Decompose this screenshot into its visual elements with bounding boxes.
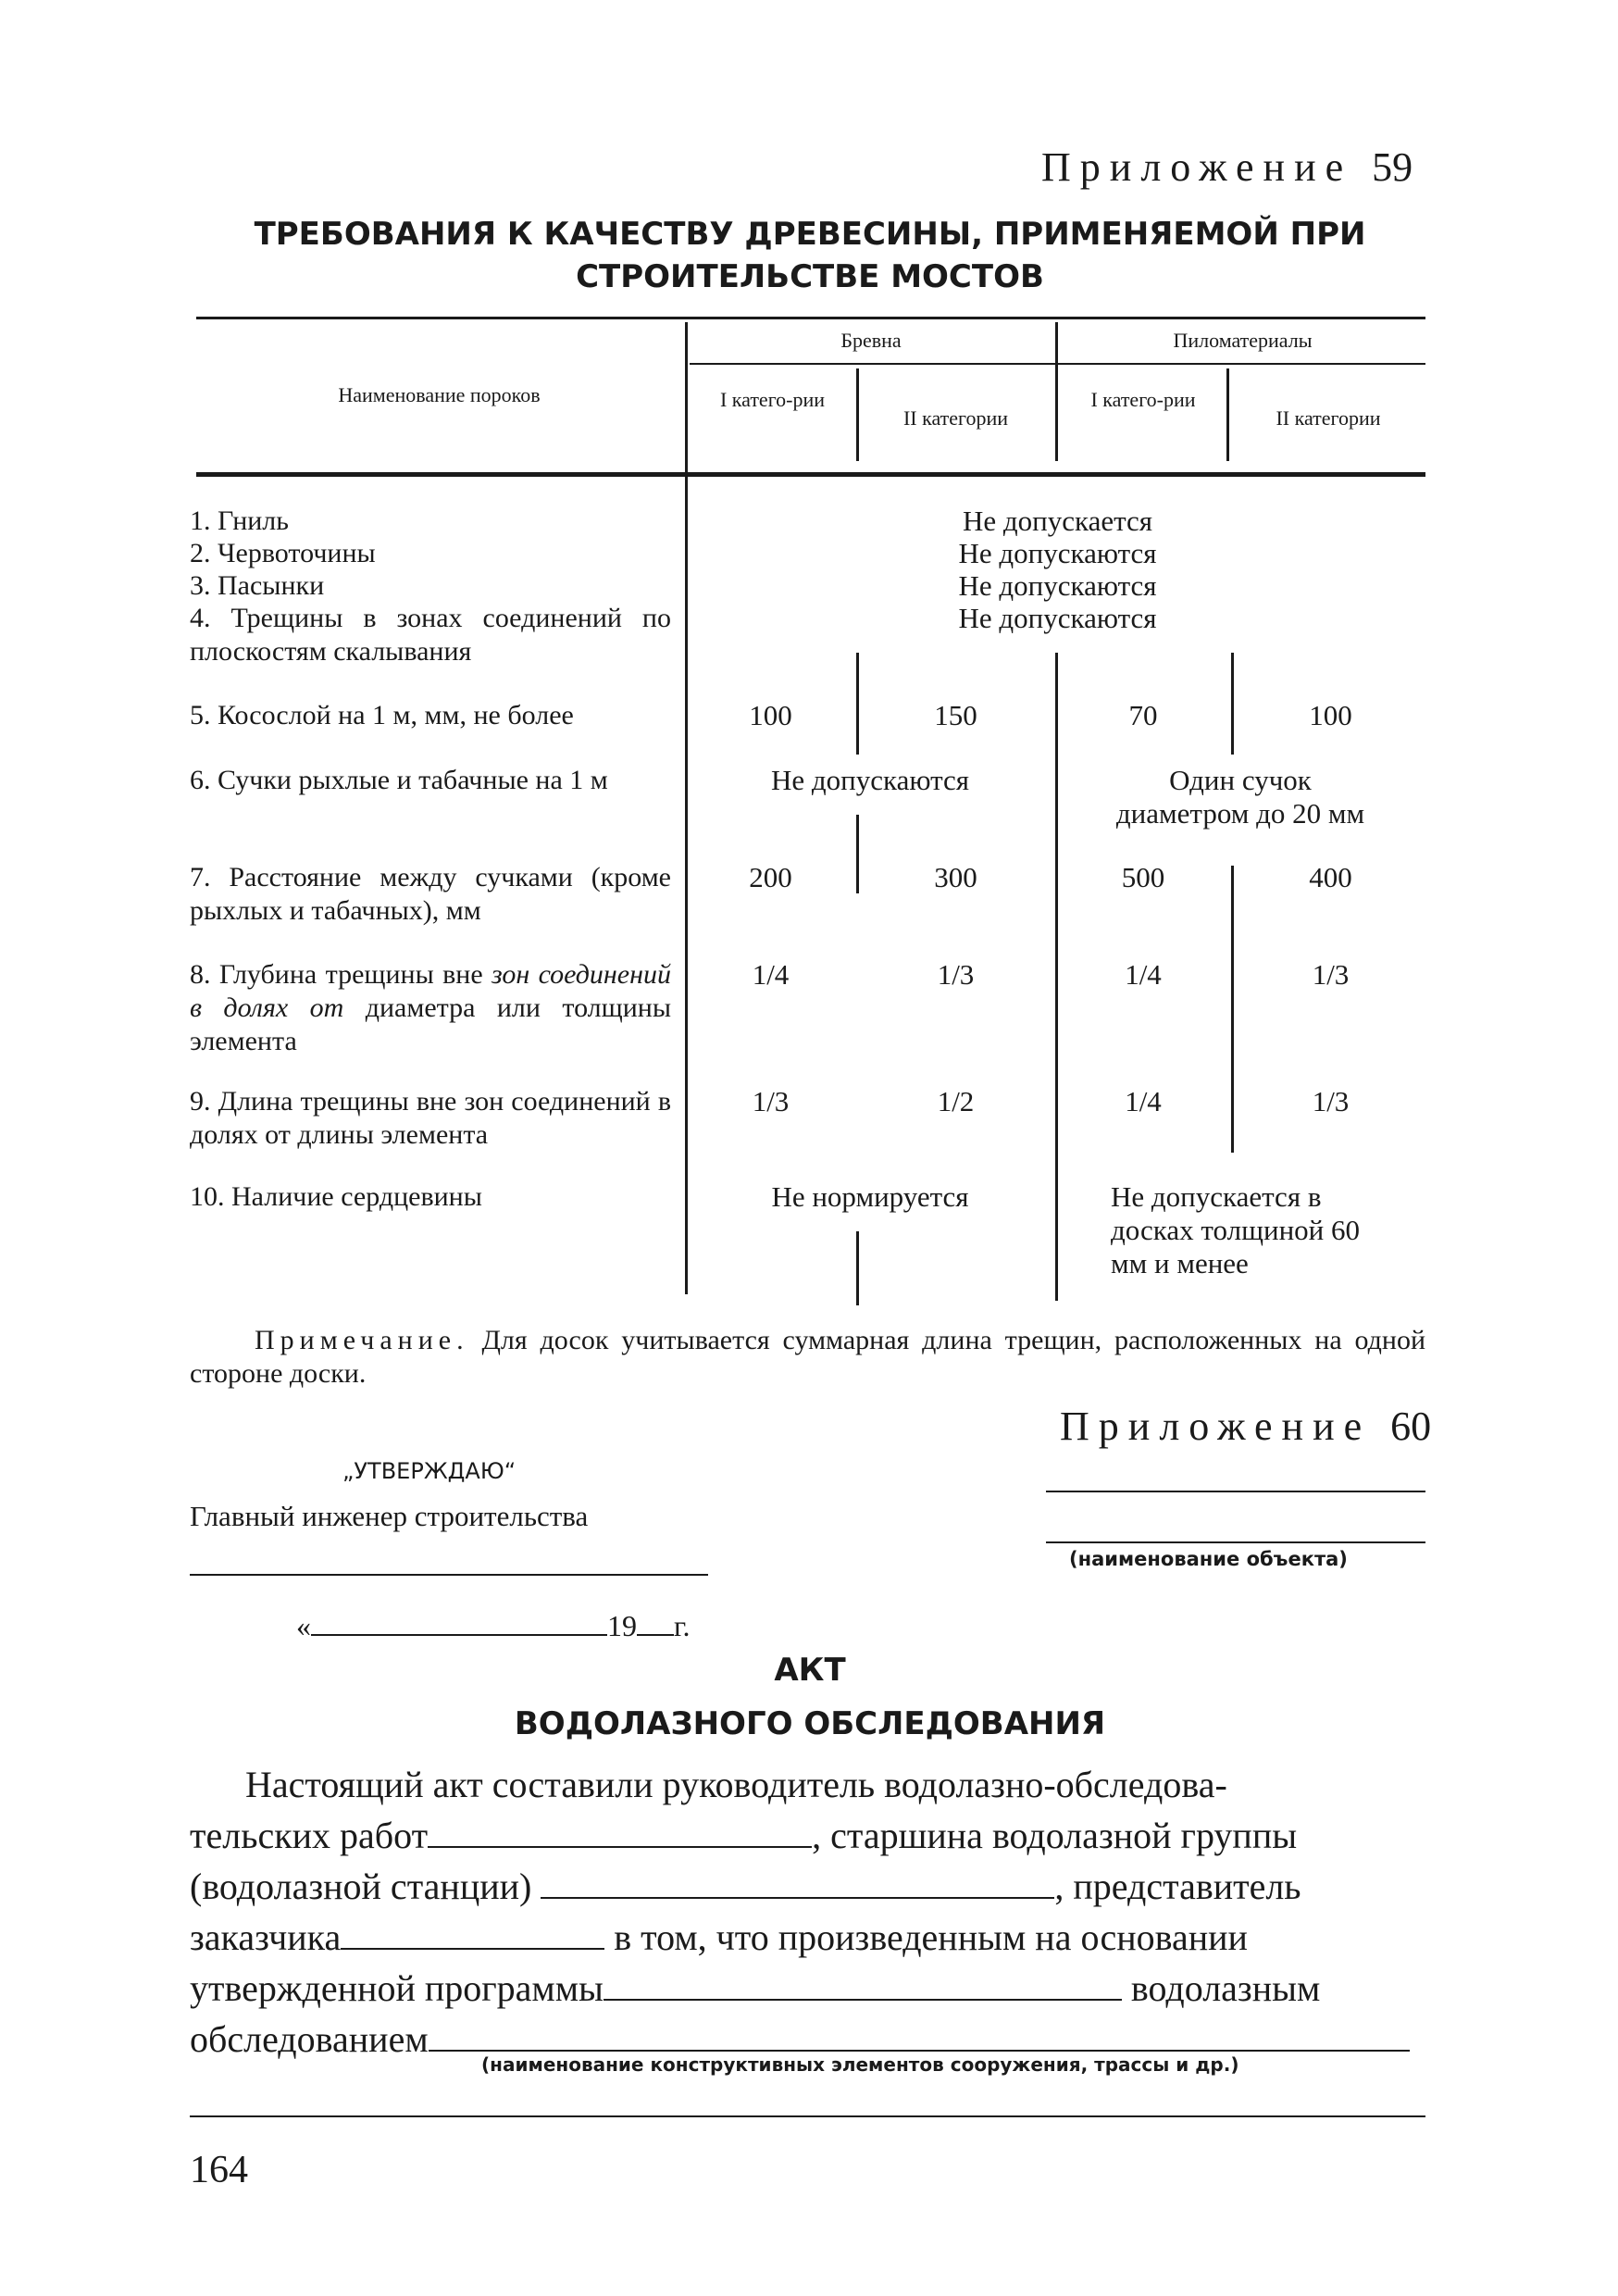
page-number: 164 <box>190 2149 248 2191</box>
table-note <box>190 1324 1425 1391</box>
row-5-logs-cat1: 100 <box>749 699 792 731</box>
elements-caption: (наименование конструктивных элементов сооружения, трассы и др.) <box>481 2053 1239 2076</box>
row-8-logs-cat1: 1/4 <box>752 958 790 991</box>
row-8-name-b: диаметра или толщины элемента <box>190 992 672 1056</box>
act-line-5 <box>190 1963 1430 2014</box>
row-8-logs-cat2: 1/3 <box>937 958 975 991</box>
date-quote: « <box>296 1609 311 1642</box>
divider-logs-row6 <box>856 815 859 893</box>
object-line-2 <box>1046 1541 1425 1543</box>
row-8-name <box>190 958 671 1058</box>
row-7-name: 7. Расстояние между сучками (кроме рыхлых и табачных), мм <box>190 862 671 926</box>
row-9-lumber-cat1: 1/4 <box>1125 1085 1162 1117</box>
appendix-word: Приложение <box>1041 144 1353 190</box>
year-suffix: г. <box>674 1609 691 1642</box>
act-line-2 <box>190 1810 1430 1861</box>
appendix-60-heading <box>1060 1403 1431 1450</box>
appendix-number: 60 <box>1390 1404 1432 1449</box>
act-line-1: Настоящий акт составили руководитель водолазно-обследова- <box>245 1764 1227 1805</box>
col-divider-main <box>685 322 688 1294</box>
col-divider-logs-header <box>856 368 859 461</box>
row-1-value: Не допускается <box>962 505 1153 537</box>
header-logs: Бревна <box>840 329 902 352</box>
header-bottom-rule <box>196 472 1425 477</box>
act-line-4-b: в том, что произведенным на основании <box>614 1916 1248 1958</box>
year-blank <box>637 1606 674 1636</box>
act-line-4 <box>190 1912 1430 1963</box>
row-10-name: 10. Наличие сердцевины <box>190 1181 482 1212</box>
approve-stamp: „УТВЕРЖДАЮ“ <box>342 1458 517 1484</box>
row-10-lumber: Не допускается в досках толщиной 60 мм и менее <box>1111 1180 1360 1279</box>
row-8-lumber-cat1: 1/4 <box>1125 958 1162 991</box>
table-top-rule <box>196 317 1425 319</box>
approve-signature-line <box>190 1574 708 1576</box>
row-8-name-a: 8. Глубина трещины вне <box>190 959 483 990</box>
divider-logs-row10 <box>856 1231 859 1305</box>
act-title-block <box>185 1643 1435 1751</box>
row-3-value: Не допускаются <box>958 569 1157 602</box>
date-blank <box>311 1606 607 1636</box>
table-title-line-1: ТРЕБОВАНИЯ К КАЧЕСТВУ ДРЕВЕСИНЫ, ПРИМЕНЯЕМОЙ ПРИ <box>254 216 1366 253</box>
divider-groups-body <box>1055 653 1058 1301</box>
act-line-2-b: , старшина водолазной группы <box>812 1815 1298 1856</box>
header-lumber: Пиломатериалы <box>1173 329 1313 352</box>
appendix-59-heading <box>1041 144 1413 191</box>
act-title: АКТ <box>774 1652 846 1689</box>
blank-leader <box>428 1818 812 1848</box>
blank-customer <box>341 1920 604 1950</box>
approve-position: Главный инженер строительства <box>190 1500 589 1532</box>
row-7-lumber-cat2: 400 <box>1309 861 1352 893</box>
col-divider-lumber-header <box>1226 368 1229 461</box>
row-2-value: Не допускаются <box>958 537 1157 569</box>
row-6-name: 6. Сучки рыхлые и табачные на 1 м <box>190 765 608 795</box>
row-9-lumber-cat2: 1/3 <box>1312 1085 1350 1117</box>
appendix-word: Приложение <box>1060 1404 1372 1449</box>
year-prefix: 19 <box>607 1609 637 1642</box>
row-7-logs-cat2: 300 <box>934 861 977 893</box>
divider-lumber-row7-9 <box>1231 866 1234 1153</box>
row-4-name: 4. Трещины в зонах соединений по плоскостям скалывания <box>190 603 671 667</box>
object-line-1 <box>1046 1491 1425 1492</box>
header-logs-cat1: I катего-рии <box>719 388 826 411</box>
row-5-name: 5. Косослой на 1 м, мм, не более <box>190 700 574 730</box>
table-title <box>185 213 1435 298</box>
row-7-lumber-cat1: 500 <box>1121 861 1165 893</box>
row-6-lumber: Один сучок диаметром до 20 мм <box>1115 764 1365 830</box>
act-line-3-a: (водолазной станции) <box>190 1866 532 1907</box>
row-5-lumber-cat1: 70 <box>1128 699 1158 731</box>
act-continuation-line <box>190 2115 1425 2117</box>
header-lumber-cat1: I катего-рии <box>1090 388 1196 411</box>
row-5-lumber-cat2: 100 <box>1309 699 1352 731</box>
approve-date <box>296 1606 691 1643</box>
blank-foreman <box>541 1869 1054 1899</box>
row-3-name: 3. Пасынки <box>190 570 325 601</box>
row-4-value: Не допускаются <box>958 602 1157 634</box>
act-line-3-b: , представитель <box>1054 1866 1301 1907</box>
act-line-3 <box>190 1861 1430 1912</box>
table-title-line-2: СТРОИТЕЛЬСТВЕ МОСТОВ <box>576 258 1044 295</box>
note-text: Для досок учитывается суммарная длина трещин, расположенных на одной стороне доски. <box>190 1325 1426 1389</box>
row-9-logs-cat2: 1/2 <box>937 1085 975 1117</box>
header-defect-name: Наименование пороков <box>338 383 541 406</box>
note-label: Примечание. <box>255 1325 469 1355</box>
act-subtitle: ВОДОЛАЗНОГО ОБСЛЕДОВАНИЯ <box>514 1705 1106 1742</box>
row-2-name: 2. Червоточины <box>190 538 376 568</box>
act-line-4-a: заказчика <box>190 1916 342 1958</box>
row-8-name-italic: зон соединений в долях от <box>190 959 672 1023</box>
act-line-6-text: обследованием <box>190 2018 429 2060</box>
blank-program <box>604 1971 1122 2001</box>
col-divider-groups-header <box>1055 322 1058 461</box>
header-lumber-cat2: II категории <box>1276 406 1381 430</box>
act-line-5-b: водолазным <box>1130 1967 1321 2009</box>
row-9-name: 9. Длина трещины вне зон соединений в долях от длины элемента <box>190 1086 671 1150</box>
divider-logs-row5 <box>856 653 859 755</box>
row-8-lumber-cat2: 1/3 <box>1312 958 1350 991</box>
blank-elements <box>429 2022 1410 2052</box>
row-10-logs: Не нормируется <box>771 1180 969 1213</box>
act-line-5-a: утвержденной программы <box>190 1967 604 2009</box>
row-9-logs-cat1: 1/3 <box>752 1085 790 1117</box>
header-logs-cat2: II категории <box>902 406 1009 430</box>
act-line-2-a: тельских работ <box>190 1815 429 1856</box>
object-caption: (наименование объекта) <box>1069 1548 1348 1570</box>
row-7-logs-cat1: 200 <box>749 861 792 893</box>
row-6-logs: Не допускаются <box>770 764 970 796</box>
divider-lumber-row5 <box>1231 653 1234 755</box>
row-1-name: 1. Гниль <box>190 505 289 536</box>
row-5-logs-cat2: 150 <box>934 699 977 731</box>
appendix-number: 59 <box>1372 144 1413 190</box>
